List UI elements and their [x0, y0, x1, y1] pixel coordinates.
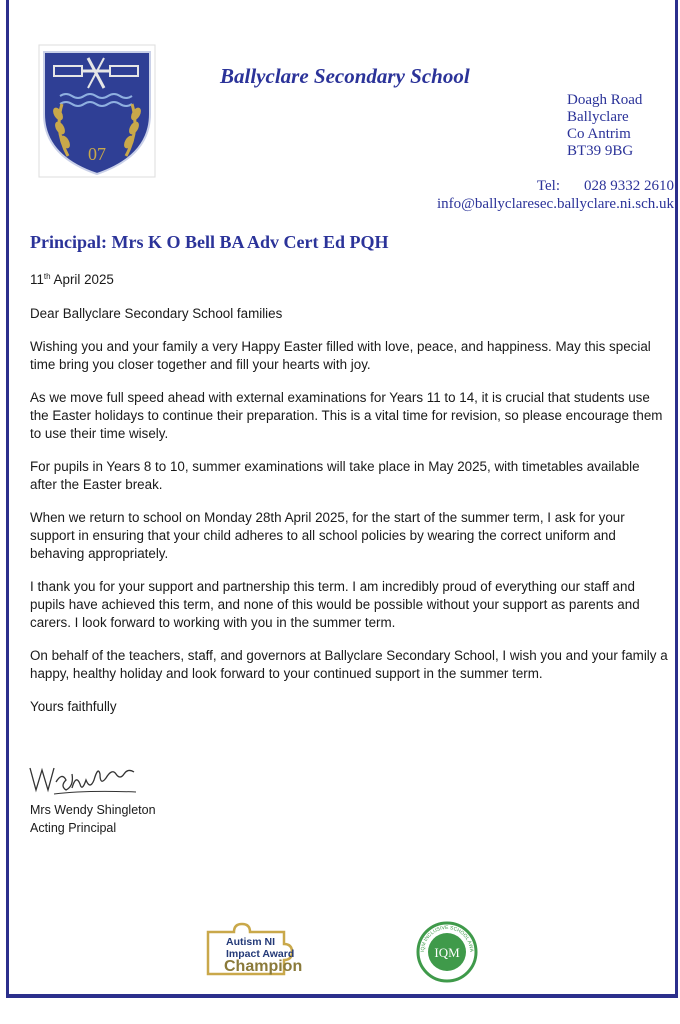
signer-name: Mrs Wendy Shingleton — [30, 803, 156, 817]
paragraph: When we return to school on Monday 28th April 2025, for the start of the summer term, I ask for your support in ensuring that your child adheres to all school policies by wearing the correct uniform and behaving appropriately. — [30, 510, 625, 561]
paragraph: I thank you for your support and partnership this term. I am incredibly proud of everything our staff and pupils have achieved this term, and none of this would be possible without your support as parents and carers. I look forward to working with you in the summer term. — [30, 579, 640, 630]
paragraph: On behalf of the teachers, staff, and governors at Ballyclare Secondary School, I wish you and your family a happy, healthy holiday and look forward to your continued support in the summer term. — [30, 648, 668, 681]
address-line: BT39 9BG — [567, 143, 634, 159]
closing: Yours faithfully — [30, 699, 117, 714]
salutation: Dear Ballyclare Secondary School families — [30, 306, 283, 321]
address-line: Co Antrim — [567, 126, 631, 142]
school-address — [567, 92, 642, 160]
paragraph: For pupils in Years 8 to 10, summer examinations will take place in May 2025, with timetables available after the Easter break. — [30, 459, 640, 492]
school-crest-logo — [38, 44, 156, 178]
address-line: Doagh Road — [567, 92, 643, 108]
principal-line: Principal: Mrs K O Bell BA Adv Cert Ed PQH — [30, 232, 389, 252]
tel-number: 028 9332 2610 — [584, 178, 674, 194]
svg-text:IQM INCLUSIVE SCHOOL AWARD: IQM INCLUSIVE SCHOOL AWA — [419, 924, 475, 953]
paragraph: Wishing you and your family a very Happy Easter filled with love, peace, and happiness. May this special time bring you closer together and fill your hearts with joy. — [30, 339, 651, 372]
svg-text:IQM: IQM — [434, 945, 460, 960]
contact-details — [437, 177, 674, 213]
tel-label: Tel: — [536, 178, 560, 194]
address-line: Ballyclare — [567, 109, 629, 125]
autism-ni-award-badge — [204, 922, 328, 978]
handwritten-signature — [26, 760, 146, 800]
signer-title: Acting Principal — [30, 821, 117, 835]
svg-text:07: 07 — [88, 144, 106, 164]
autism-award-line1: Autism NI — [226, 936, 276, 948]
school-name: Ballyclare Secondary School — [220, 64, 470, 88]
letter-date: 11th April 2025 — [30, 272, 114, 287]
iqm-inclusive-school-award-badge — [416, 921, 478, 983]
paragraph: As we move full speed ahead with external examinations for Years 11 to 14, it is crucial that students use the Easter holidays to continue their preparation. This is a vital time for revision, so please encourage them to use their time wisely. — [30, 390, 663, 441]
autism-award-line2: Impact Award — [226, 948, 295, 960]
email-address[interactable]: info@ballyclaresec.ballyclare.ni.sch.uk — [436, 196, 674, 212]
letter-body — [30, 268, 670, 731]
telephone-row — [437, 177, 674, 195]
autism-award-line3: Champion — [224, 958, 303, 975]
signer-block — [30, 801, 156, 837]
